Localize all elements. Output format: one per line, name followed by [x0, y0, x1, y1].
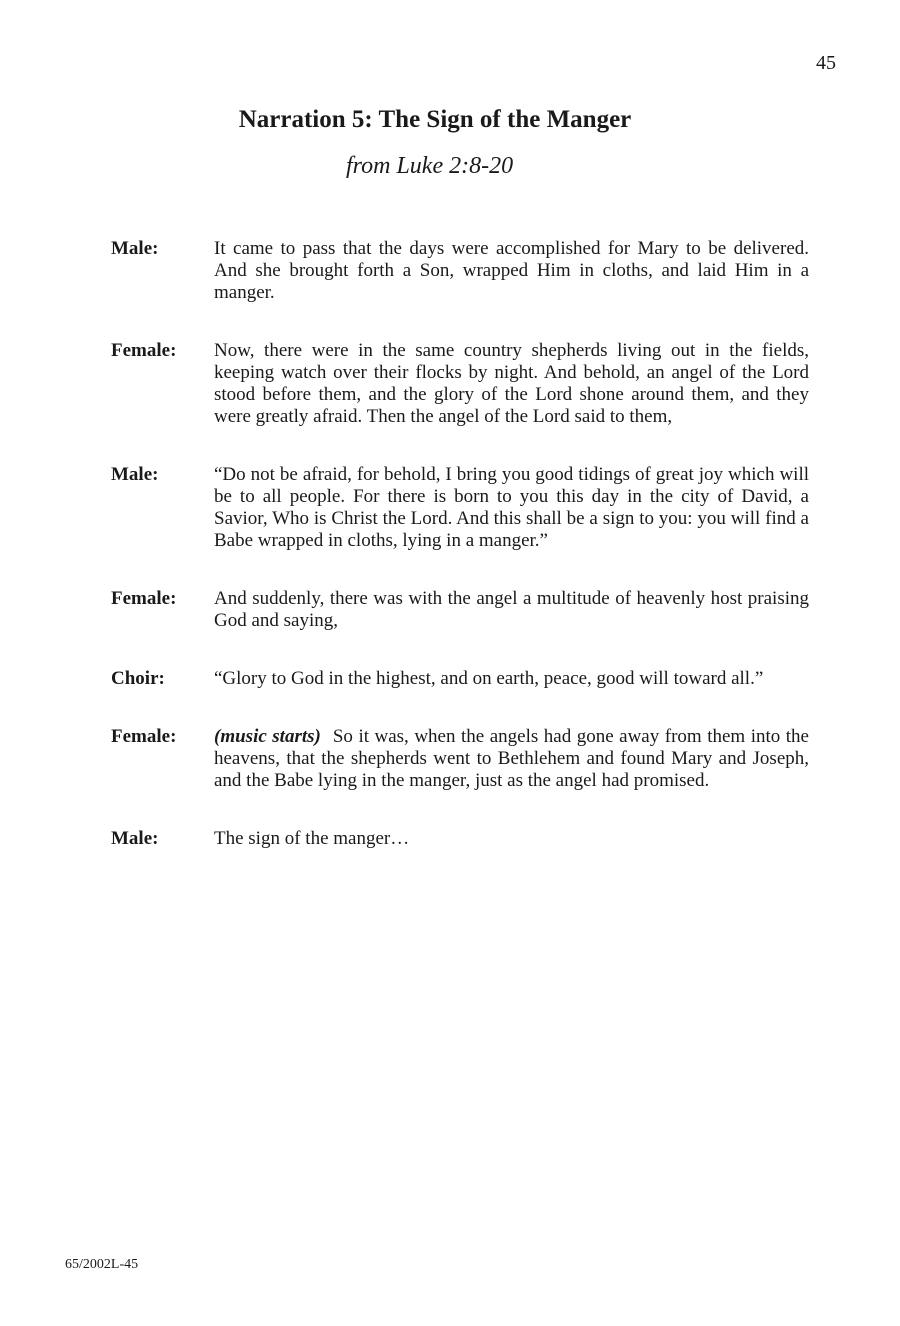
catalog-code: 65/2002L-45	[65, 1257, 139, 1272]
script-line	[111, 828, 809, 850]
speaker-label: Male:	[111, 464, 159, 485]
speaker-label: Female:	[111, 340, 177, 361]
line-text: “Glory to God in the highest, and on earth, peace, good will toward all.”	[214, 668, 764, 689]
line-text: And suddenly, there was with the angel a multitude of heavenly host praising God and saying,	[214, 588, 809, 631]
line-text-body: So it was, when the angels had gone away from them into the heavens, that the shepherds went to Bethlehem and found Mary and Joseph, and the Babe lying in the manger, just as the angel had promised.	[214, 726, 809, 791]
speaker-label: Female:	[111, 726, 177, 747]
speaker-label: Male:	[111, 828, 159, 849]
script-line	[111, 464, 809, 552]
speaker-label: Male:	[111, 238, 159, 259]
script-line	[111, 340, 809, 428]
script-line	[111, 588, 809, 632]
speaker-label: Female:	[111, 588, 177, 609]
script-line	[111, 726, 809, 792]
page-number: 45	[816, 52, 836, 74]
line-text: The sign of the manger…	[214, 828, 410, 849]
stage-direction: (music starts)	[214, 726, 321, 747]
line-text: It came to pass that the days were accomplished for Mary to be delivered. And she brought forth a Son, wrapped Him in cloths, and laid Him in a manger.	[214, 238, 809, 303]
scripture-reference: from Luke 2:8-20	[346, 153, 514, 179]
line-text	[214, 726, 809, 792]
narration-script	[111, 238, 809, 850]
line-text: Now, there were in the same country shepherds living out in the fields, keeping watch over their flocks by night. And behold, an angel of the Lord stood before them, and the glory of the Lord shone around them, and they were greatly afraid. Then the angel of the Lord said to them,	[214, 340, 809, 427]
speaker-label: Choir:	[111, 668, 165, 689]
page-title: Narration 5: The Sign of the Manger	[238, 106, 632, 133]
script-line	[111, 238, 809, 304]
script-line	[111, 668, 809, 690]
line-text: “Do not be afraid, for behold, I bring you good tidings of great joy which will be to all people. For there is born to you this day in the city of David, a Savior, Who is Christ the Lord. And this shall be a sign to you: you will find a Babe wrapped in cloths, lying in a manger.”	[214, 464, 809, 551]
